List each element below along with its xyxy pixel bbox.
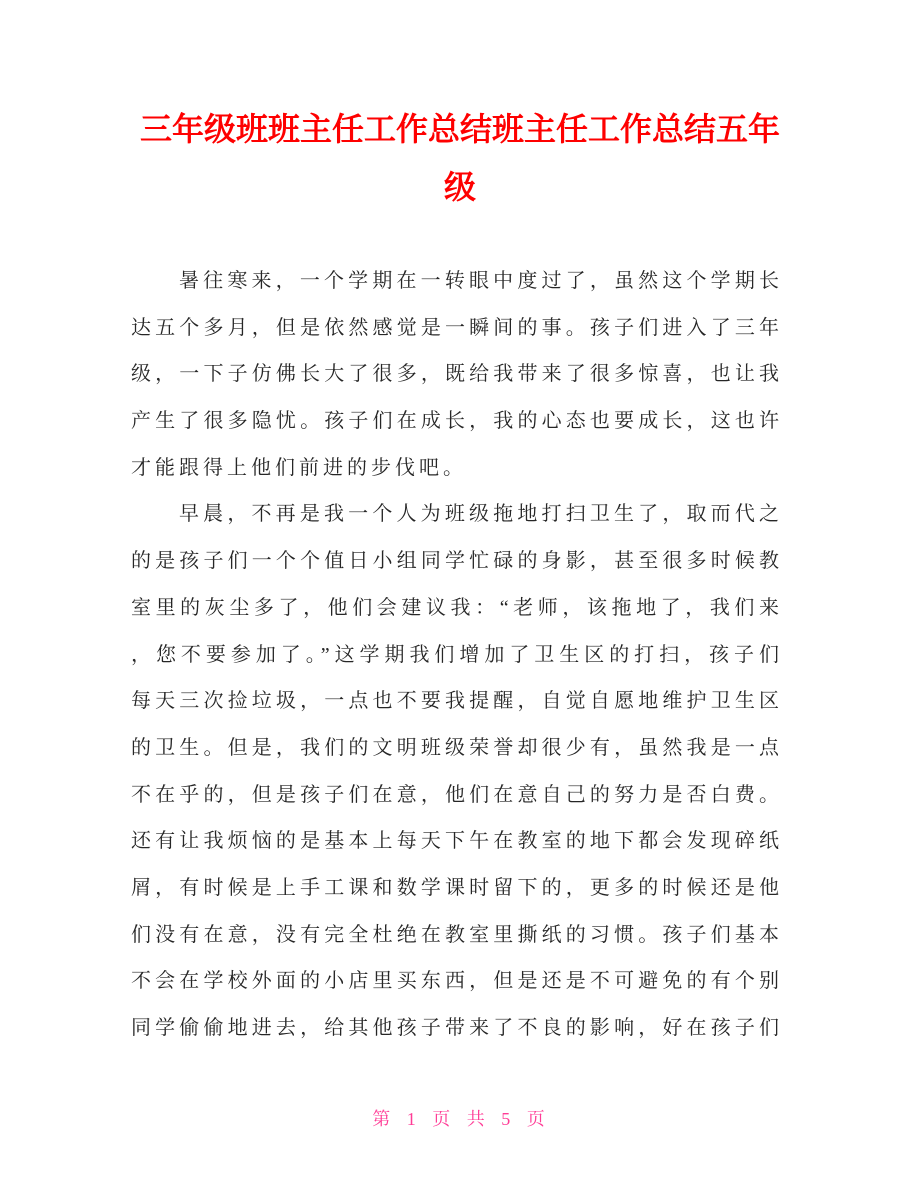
body-line: 们没有在意，没有完全杜绝在教室里撕纸的习惯。孩子们基本	[131, 923, 783, 946]
title-line-2: 级	[443, 169, 476, 205]
body-line: 每天三次捡垃圾，一点也不要我提醒，自觉自愿地维护卫生区	[131, 690, 783, 713]
body-line: 同学偷偷地进去，给其他孩子带来了不良的影响，好在孩子们	[131, 1017, 783, 1039]
page-footer	[0, 1104, 920, 1134]
body-line: 不会在学校外面的小店里买东西，但是还是不可避免的有个别	[131, 970, 783, 993]
body-line: 的是孩子们一个个值日小组同学忙碌的身影，甚至很多时候教	[131, 550, 783, 573]
body-line: 级，一下子仿佛长大了很多，既给我带来了很多惊喜，也让我	[131, 363, 783, 386]
title-line-1: 三年级班班主任工作总结班主任工作总结五年	[139, 111, 780, 147]
paragraph-1	[131, 258, 783, 491]
body-line: 暑往寒来，一个学期在一转眼中度过了，虽然这个学期长	[179, 270, 783, 292]
body-line: 产生了很多隐忧。孩子们在成长，我的心态也要成长，这也许	[131, 410, 783, 433]
paragraph-2	[131, 491, 783, 1051]
document-body	[131, 258, 783, 1052]
body-line: 才能跟得上他们前进的步伐吧。	[131, 456, 467, 479]
body-line: 不在乎的，但是孩子们在意，他们在意自己的努力是否白费。	[131, 783, 783, 806]
body-line: 还有让我烦恼的是基本上每天下午在教室的地下都会发现碎纸	[131, 830, 783, 853]
body-line: 的卫生。但是，我们的文明班级荣誉却很少有，虽然我是一点	[131, 736, 783, 759]
body-line: ，您不要参加了。”这学期我们增加了卫生区的打扫，孩子们	[131, 643, 783, 666]
page-number-indicator: 第 1 页 共 5 页	[372, 1109, 548, 1129]
document-title	[0, 100, 920, 216]
body-line: 达五个多月，但是依然感觉是一瞬间的事。孩子们进入了三年	[131, 316, 783, 339]
body-line: 屑，有时候是上手工课和数学课时留下的，更多的时候还是他	[131, 876, 783, 899]
body-line: 早晨，不再是我一个人为班级拖地打扫卫生了，取而代之	[179, 503, 783, 526]
body-line: 室里的灰尘多了，他们会建议我：“老师，该拖地了，我们来	[131, 596, 783, 619]
